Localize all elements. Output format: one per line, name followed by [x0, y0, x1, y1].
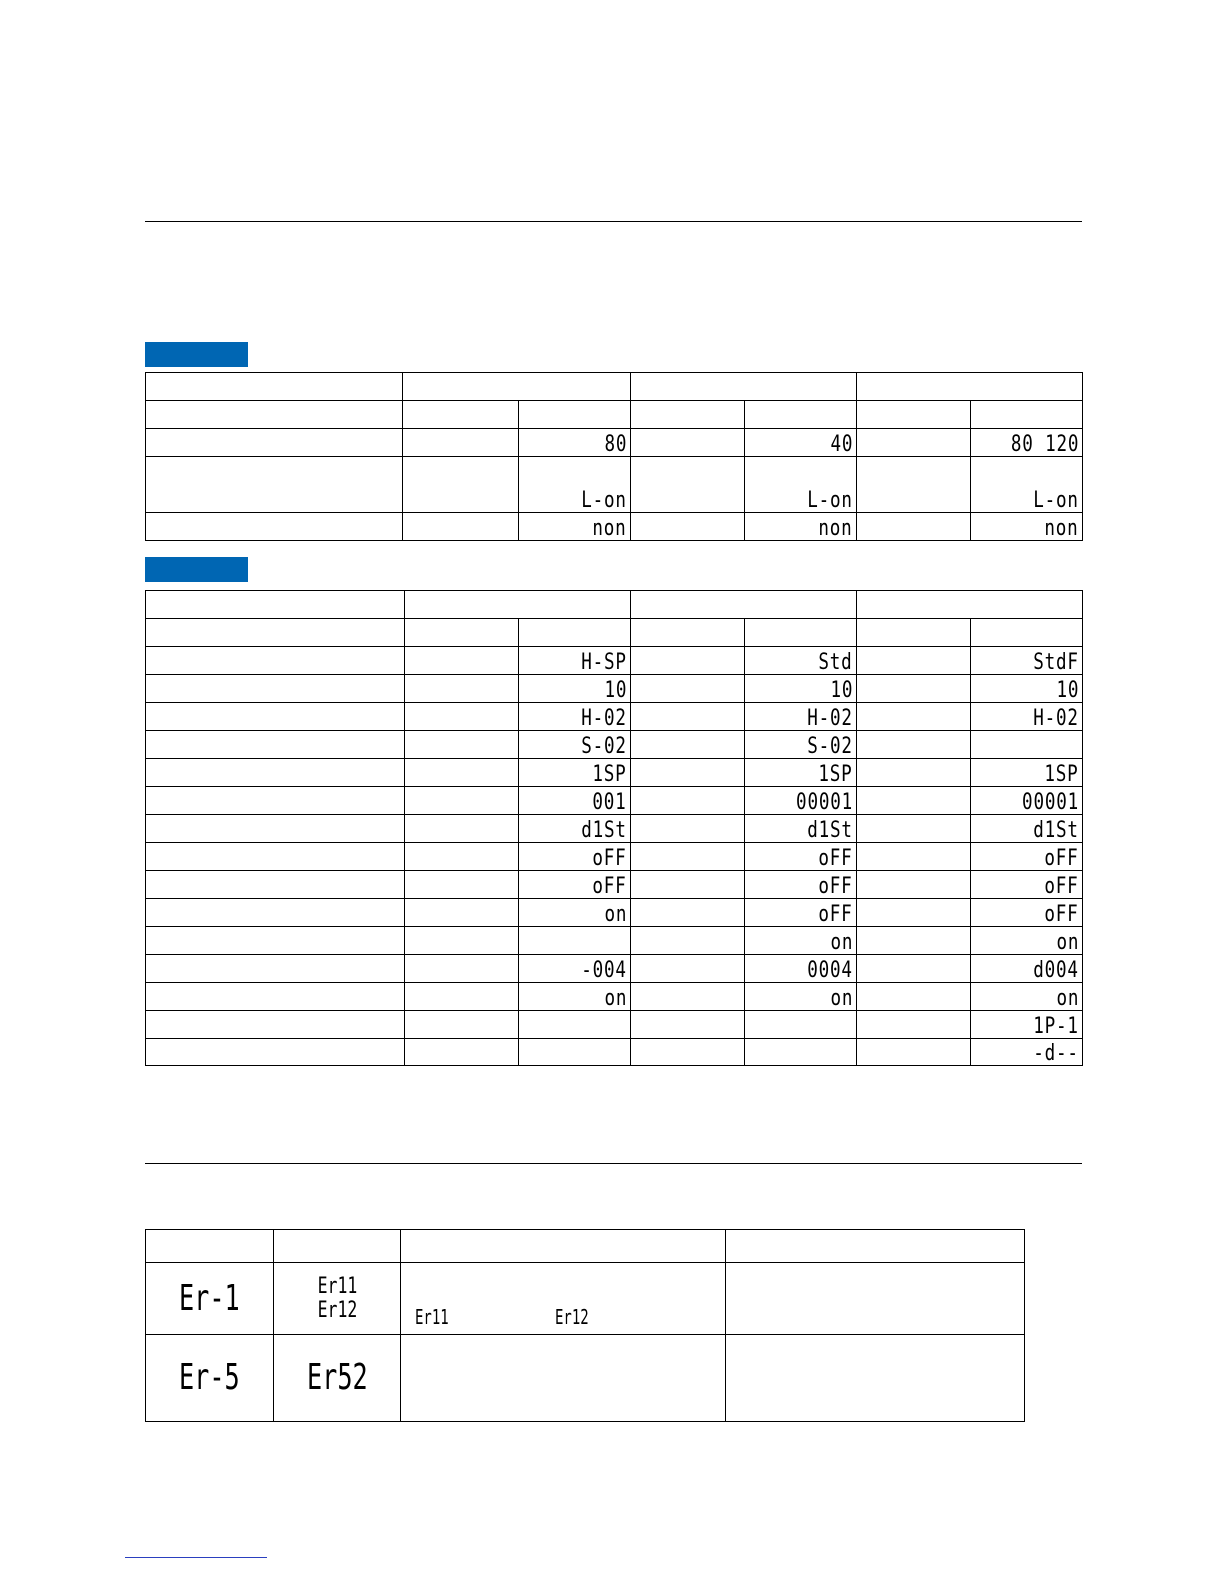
value-cell — [857, 787, 971, 815]
table-header-cell — [857, 373, 1083, 401]
row-label-cell — [146, 955, 405, 983]
value-cell — [971, 457, 1083, 513]
value-cell — [519, 731, 631, 759]
value-cell — [857, 899, 971, 927]
lcd-value: 0004 — [807, 958, 853, 983]
value-cell — [405, 927, 519, 955]
value-cell — [631, 703, 745, 731]
error-row — [146, 1263, 1025, 1335]
row-label-cell — [146, 731, 405, 759]
error-header-cell — [726, 1230, 1025, 1263]
lcd-value: 1SP — [1044, 762, 1079, 787]
value-cell — [971, 647, 1083, 675]
value-cell — [631, 675, 745, 703]
value-cell — [857, 703, 971, 731]
table-row — [146, 815, 1083, 843]
lcd-value: 1P-1 — [1033, 1014, 1079, 1039]
table-header-cell — [631, 373, 857, 401]
lcd-value: StdF — [1033, 650, 1079, 675]
error-code-cell — [146, 1335, 274, 1422]
lcd-value: oFF — [1044, 902, 1079, 927]
row-label-cell — [146, 647, 405, 675]
lcd-value: 80 — [604, 432, 627, 457]
value-cell — [519, 457, 631, 513]
value-cell — [519, 899, 631, 927]
value-cell — [631, 619, 745, 647]
error-sub-cell — [274, 1335, 401, 1422]
value-cell — [405, 1011, 519, 1039]
section-rule-bottom — [145, 1163, 1082, 1164]
value-cell — [745, 1011, 857, 1039]
lcd-value: oFF — [818, 874, 853, 899]
value-cell — [405, 899, 519, 927]
lcd-value: 40 — [830, 432, 853, 457]
table-row — [146, 731, 1083, 759]
value-cell — [971, 955, 1083, 983]
value-cell — [745, 871, 857, 899]
row-label-cell — [146, 619, 405, 647]
table-row — [146, 619, 1083, 647]
value-cell — [971, 703, 1083, 731]
value-cell — [857, 815, 971, 843]
value-cell — [971, 731, 1083, 759]
value-cell — [745, 513, 857, 541]
table-row — [146, 983, 1083, 1011]
value-cell — [405, 731, 519, 759]
table-row — [146, 401, 1083, 429]
value-cell — [745, 1039, 857, 1066]
value-cell — [519, 429, 631, 457]
value-cell — [971, 401, 1083, 429]
value-cell — [857, 401, 971, 429]
value-cell — [857, 457, 971, 513]
value-cell — [745, 843, 857, 871]
lcd-value: oFF — [592, 874, 627, 899]
lcd-value: oFF — [1044, 874, 1079, 899]
row-label-cell — [146, 429, 403, 457]
lcd-value: d1St — [807, 818, 853, 843]
value-cell — [745, 647, 857, 675]
lcd-value: 80 120 — [1010, 432, 1079, 457]
value-cell — [405, 787, 519, 815]
value-cell — [971, 1011, 1083, 1039]
error-subcode: Er11 Er12 — [317, 1273, 357, 1323]
value-cell — [631, 457, 745, 513]
error-code: Er-5 — [179, 1357, 240, 1398]
value-cell — [971, 899, 1083, 927]
value-cell — [745, 457, 857, 513]
lcd-value: d1St — [581, 818, 627, 843]
value-cell — [857, 731, 971, 759]
value-cell — [403, 401, 519, 429]
lcd-value: L-on — [581, 488, 627, 513]
table-header-cell — [405, 591, 631, 619]
row-label-cell — [146, 1039, 405, 1066]
lcd-value: 00001 — [795, 790, 853, 815]
table-row — [146, 647, 1083, 675]
value-cell — [403, 429, 519, 457]
lcd-value: 10 — [1056, 678, 1079, 703]
row-label-cell — [146, 983, 405, 1011]
value-cell — [405, 955, 519, 983]
lcd-value: 1SP — [818, 762, 853, 787]
error-sub-cell — [274, 1263, 401, 1335]
value-cell — [857, 513, 971, 541]
value-cell — [631, 983, 745, 1011]
error-desc-code-b: Er12 — [554, 1305, 589, 1329]
error-header-cell — [146, 1230, 274, 1263]
lcd-value: oFF — [818, 902, 853, 927]
table-row — [146, 871, 1083, 899]
value-cell — [745, 619, 857, 647]
row-label-cell — [146, 843, 405, 871]
value-cell — [519, 843, 631, 871]
value-cell — [745, 815, 857, 843]
value-cell — [745, 731, 857, 759]
value-cell — [519, 675, 631, 703]
section-badge-1 — [145, 342, 248, 367]
table-row — [146, 457, 1083, 513]
error-table — [145, 1229, 1025, 1422]
row-label-cell — [146, 1011, 405, 1039]
value-cell — [857, 983, 971, 1011]
value-cell — [857, 675, 971, 703]
value-cell — [405, 647, 519, 675]
table-row — [146, 927, 1083, 955]
value-cell — [857, 927, 971, 955]
value-cell — [405, 703, 519, 731]
lcd-value: H-02 — [1033, 706, 1079, 731]
error-remedy-cell — [726, 1263, 1025, 1335]
lcd-value: S-02 — [807, 734, 853, 759]
settings-table-1 — [145, 372, 1083, 541]
table-row — [146, 1039, 1083, 1066]
lcd-value: oFF — [818, 846, 853, 871]
lcd-value: S-02 — [581, 734, 627, 759]
error-table-header — [146, 1230, 1025, 1263]
value-cell — [519, 955, 631, 983]
value-cell — [857, 429, 971, 457]
value-cell — [631, 871, 745, 899]
lcd-value: -d-- — [1033, 1041, 1079, 1066]
value-cell — [857, 619, 971, 647]
error-desc-code-a: Er11 — [415, 1305, 449, 1329]
value-cell — [405, 843, 519, 871]
table-header-cell — [857, 591, 1083, 619]
table-row — [146, 429, 1083, 457]
error-subcode: Er52 — [306, 1357, 368, 1398]
value-cell — [405, 759, 519, 787]
lcd-value: d1St — [1033, 818, 1079, 843]
value-cell — [631, 927, 745, 955]
value-cell — [631, 759, 745, 787]
row-label-cell — [146, 787, 405, 815]
section-rule-top — [145, 221, 1082, 222]
table-row — [146, 703, 1083, 731]
value-cell — [405, 871, 519, 899]
lcd-value: on — [1056, 986, 1079, 1011]
value-cell — [631, 787, 745, 815]
error-header-cell — [274, 1230, 401, 1263]
value-cell — [519, 871, 631, 899]
value-cell — [519, 1011, 631, 1039]
value-cell — [405, 675, 519, 703]
value-cell — [971, 675, 1083, 703]
lcd-value: L-on — [1033, 488, 1079, 513]
lcd-value: on — [830, 930, 853, 955]
error-code-cell — [146, 1263, 274, 1335]
row-label-cell — [146, 759, 405, 787]
value-cell — [631, 899, 745, 927]
value-cell — [971, 871, 1083, 899]
value-cell — [745, 927, 857, 955]
lcd-value: H-02 — [581, 706, 627, 731]
value-cell — [631, 647, 745, 675]
value-cell — [519, 927, 631, 955]
error-code: Er-1 — [179, 1277, 240, 1319]
value-cell — [971, 513, 1083, 541]
lcd-value: -004 — [581, 958, 627, 983]
value-cell — [519, 513, 631, 541]
value-cell — [971, 1039, 1083, 1066]
value-cell — [519, 815, 631, 843]
settings-table-2 — [145, 590, 1083, 1066]
value-cell — [405, 983, 519, 1011]
value-cell — [631, 401, 745, 429]
value-cell — [745, 759, 857, 787]
lcd-value: on — [830, 986, 853, 1011]
value-cell — [971, 983, 1083, 1011]
row-label-cell — [146, 703, 405, 731]
table-row — [146, 373, 1083, 401]
lcd-value: d004 — [1033, 958, 1079, 983]
lcd-value: 001 — [592, 790, 627, 815]
value-cell — [971, 619, 1083, 647]
value-cell — [519, 703, 631, 731]
value-cell — [519, 401, 631, 429]
row-label-cell — [146, 513, 403, 541]
footer-link-underline[interactable] — [125, 1557, 267, 1558]
table-header-cell — [146, 591, 405, 619]
table-row — [146, 787, 1083, 815]
value-cell — [971, 815, 1083, 843]
row-label-cell — [146, 871, 405, 899]
lcd-value: oFF — [1044, 846, 1079, 871]
table-header-cell — [403, 373, 631, 401]
lcd-value: 10 — [604, 678, 627, 703]
value-cell — [857, 1039, 971, 1066]
lcd-value: non — [818, 516, 853, 541]
value-cell — [857, 647, 971, 675]
value-cell — [971, 787, 1083, 815]
table-row — [146, 899, 1083, 927]
row-label-cell — [146, 927, 405, 955]
value-cell — [971, 927, 1083, 955]
table-row — [146, 759, 1083, 787]
value-cell — [631, 955, 745, 983]
value-cell — [857, 843, 971, 871]
value-cell — [631, 815, 745, 843]
value-cell — [631, 1039, 745, 1066]
lcd-value: L-on — [807, 488, 853, 513]
lcd-value: 00001 — [1021, 790, 1079, 815]
value-cell — [519, 619, 631, 647]
table-row — [146, 1011, 1083, 1039]
value-cell — [519, 787, 631, 815]
value-cell — [745, 429, 857, 457]
table-row — [146, 675, 1083, 703]
error-desc-cell — [401, 1263, 726, 1335]
value-cell — [745, 955, 857, 983]
value-cell — [971, 843, 1083, 871]
lcd-value: on — [1056, 930, 1079, 955]
value-cell — [857, 759, 971, 787]
section-badge-2 — [145, 557, 248, 582]
value-cell — [519, 759, 631, 787]
value-cell — [857, 1011, 971, 1039]
lcd-value: 1SP — [592, 762, 627, 787]
value-cell — [745, 675, 857, 703]
value-cell — [405, 1039, 519, 1066]
value-cell — [857, 955, 971, 983]
value-cell — [405, 619, 519, 647]
lcd-value: H-SP — [581, 650, 627, 675]
value-cell — [631, 513, 745, 541]
value-cell — [745, 401, 857, 429]
value-cell — [631, 1011, 745, 1039]
value-cell — [405, 815, 519, 843]
lcd-value: H-02 — [807, 706, 853, 731]
value-cell — [745, 899, 857, 927]
table-row — [146, 513, 1083, 541]
value-cell — [403, 513, 519, 541]
lcd-value: 10 — [830, 678, 853, 703]
table-row — [146, 591, 1083, 619]
value-cell — [745, 983, 857, 1011]
lcd-value: non — [592, 516, 627, 541]
value-cell — [857, 871, 971, 899]
table-header-cell — [146, 373, 403, 401]
value-cell — [519, 983, 631, 1011]
row-label-cell — [146, 401, 403, 429]
value-cell — [519, 1039, 631, 1066]
row-label-cell — [146, 675, 405, 703]
lcd-value: non — [1044, 516, 1079, 541]
value-cell — [519, 647, 631, 675]
error-remedy-cell — [726, 1335, 1025, 1422]
row-label-cell — [146, 815, 405, 843]
error-row — [146, 1335, 1025, 1422]
error-header-cell — [401, 1230, 726, 1263]
lcd-value: Std — [818, 650, 853, 675]
value-cell — [745, 703, 857, 731]
row-label-cell — [146, 457, 403, 513]
table-row — [146, 955, 1083, 983]
lcd-value: on — [604, 986, 627, 1011]
value-cell — [631, 429, 745, 457]
value-cell — [403, 457, 519, 513]
value-cell — [971, 759, 1083, 787]
lcd-value: on — [604, 902, 627, 927]
table-row — [146, 843, 1083, 871]
value-cell — [631, 843, 745, 871]
value-cell — [631, 731, 745, 759]
lcd-value: oFF — [592, 846, 627, 871]
row-label-cell — [146, 899, 405, 927]
value-cell — [745, 787, 857, 815]
table-header-cell — [631, 591, 857, 619]
value-cell — [971, 429, 1083, 457]
error-desc-cell — [401, 1335, 726, 1422]
